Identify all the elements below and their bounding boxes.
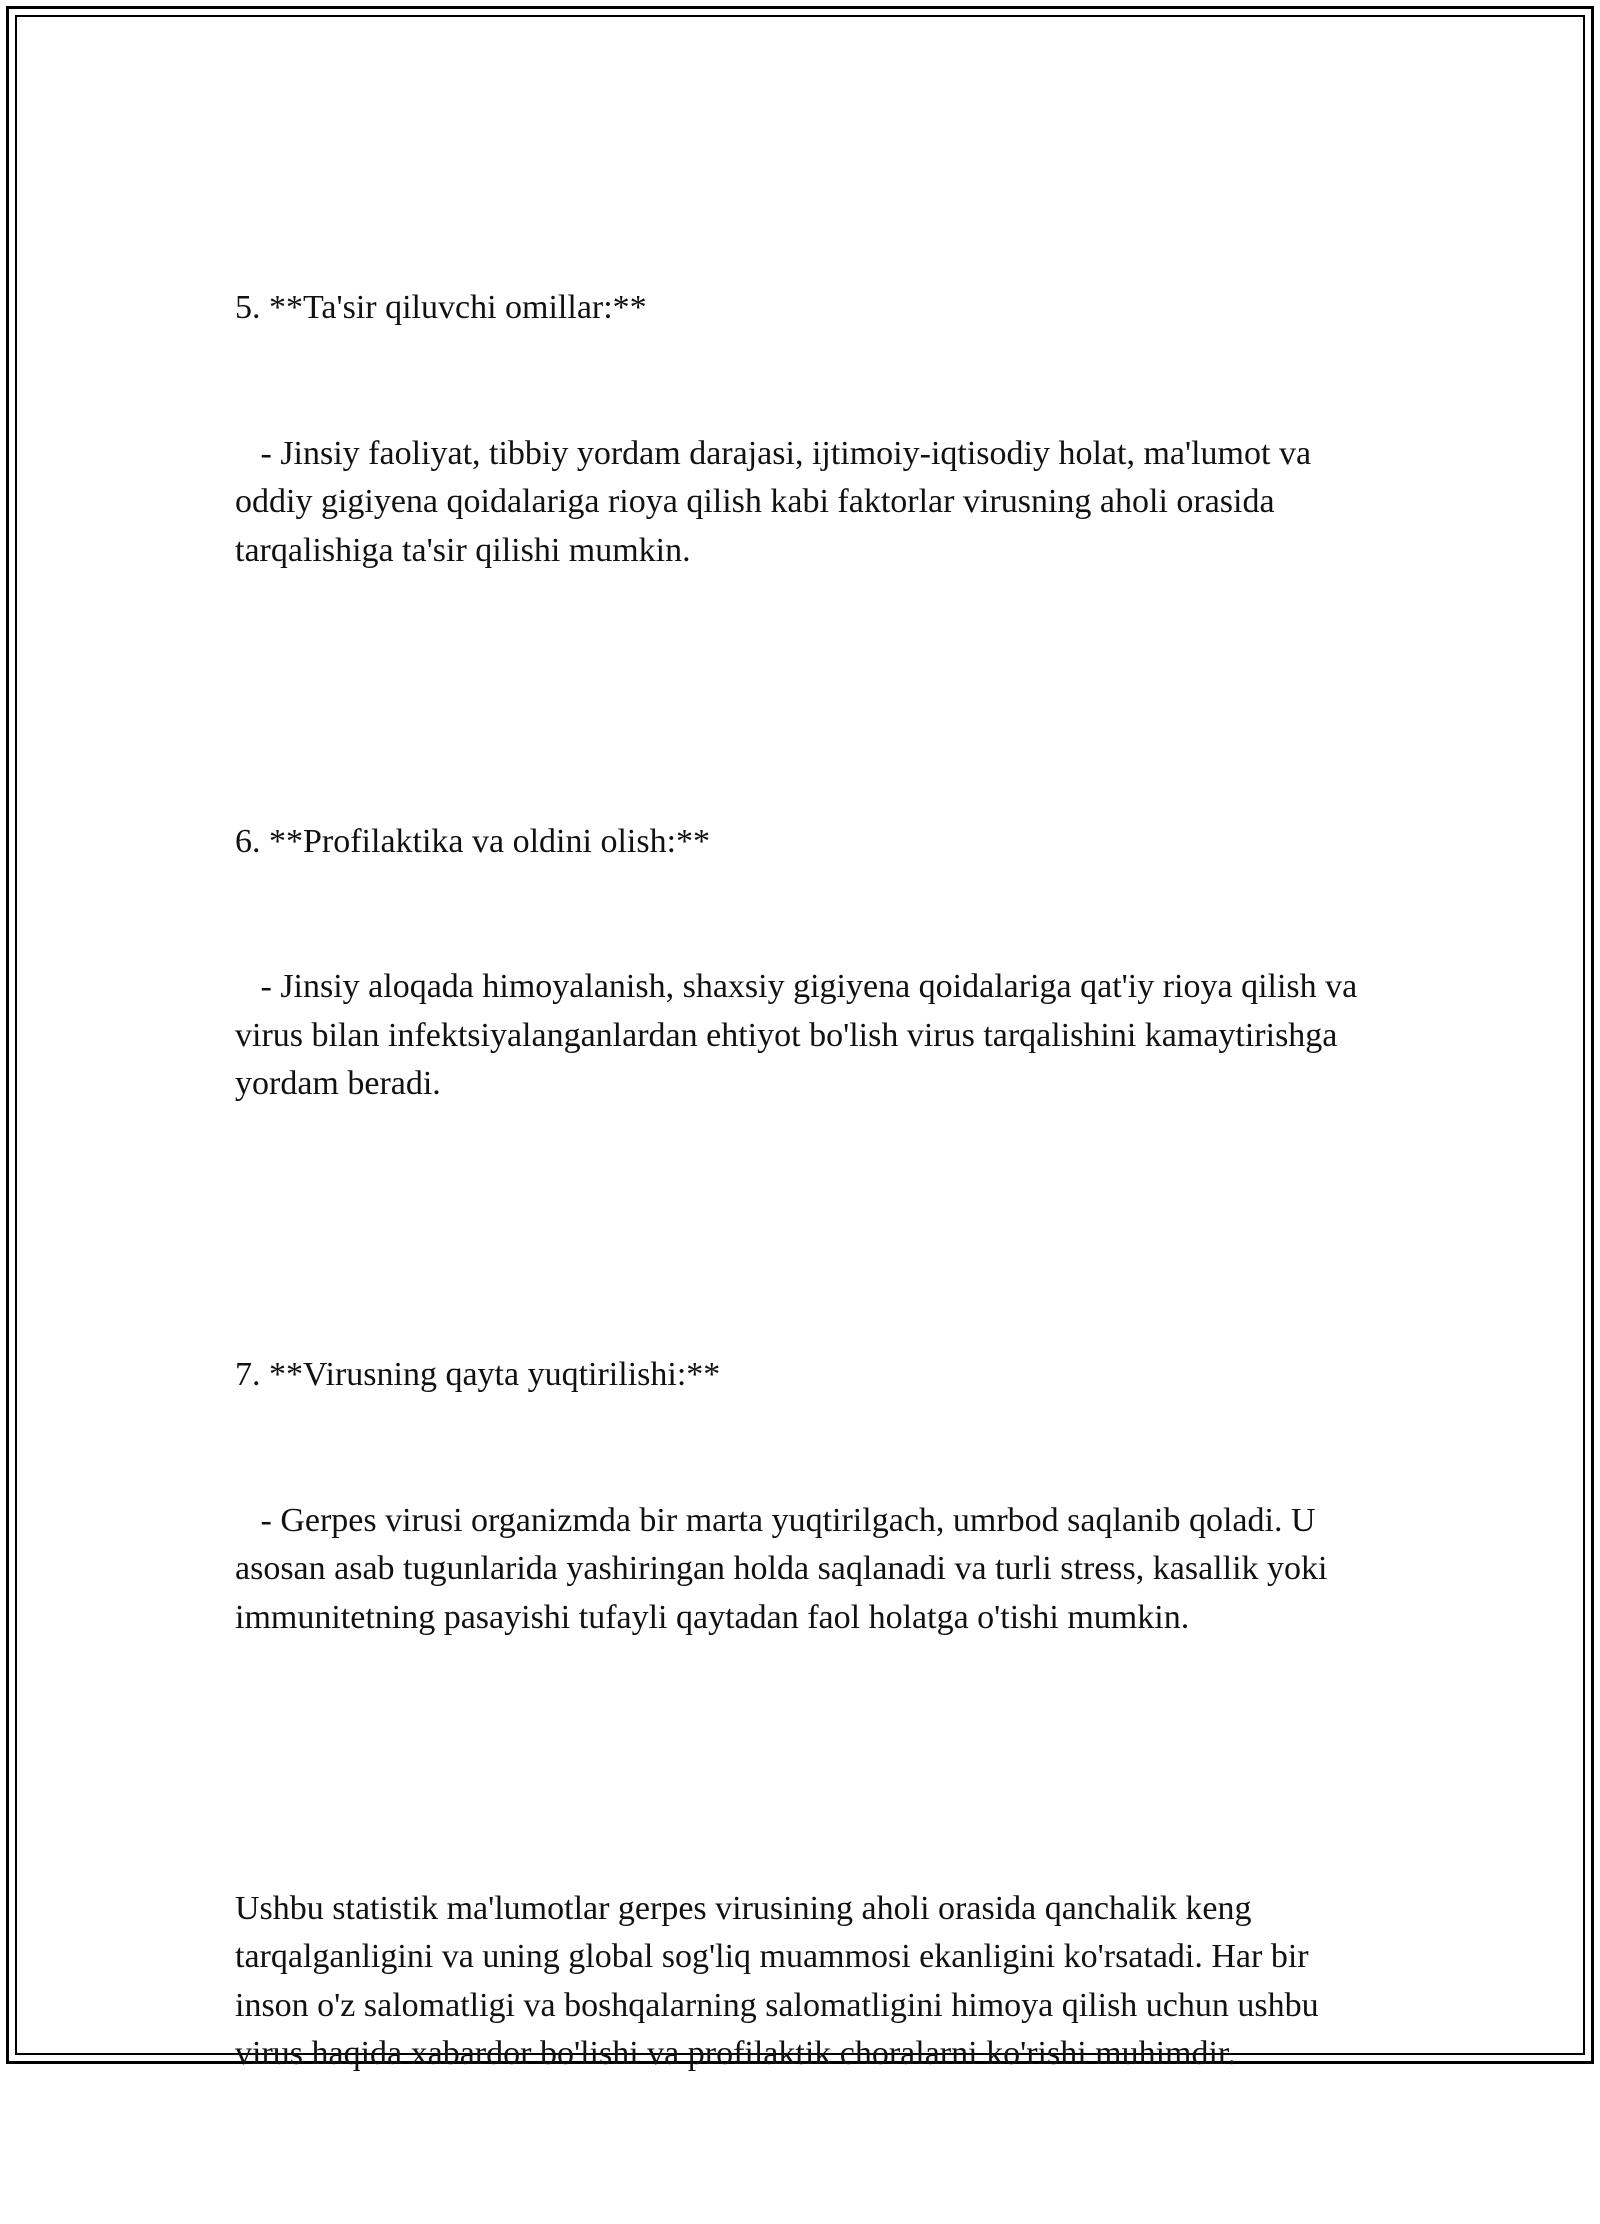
section-text: - Gerpes virusi organizmda bir marta yuqtirilgach, umrbod saqlanib qoladi. U asosan asab tugunlarida yashiringan holda saqlanadi va turli stress, kasallik yoki immunitetning pasayishi tufayli qaytadan faol holatga o'tishi mumkin.: [235, 1501, 1336, 1636]
section-5: [235, 187, 1375, 672]
document-body: [235, 187, 1375, 2224]
section-heading: 6. **Profilaktika va oldini olish:**: [235, 822, 711, 860]
section-6: [235, 721, 1375, 1206]
conclusion-text: Ushbu statistik ma'lumotlar gerpes virusining aholi orasida qanchalik keng tarqalganligini va uning global sog'liq muammosi ekanligini ko'rsatadi. Har bir inson o'z salomatligi va boshqalarning salomatligini himoya qilish uchun ushbu virus haqida xabardor bo'lishi va profilaktik choralarni ko'rishi muhimdir.: [235, 1889, 1328, 2072]
section-heading: 5. **Ta'sir qiluvchi omillar:**: [235, 289, 647, 326]
section-heading: 7. **Virusning qayta yuqtirilishi:**: [235, 1356, 721, 1393]
section-7: [235, 1254, 1375, 1739]
conclusion-paragraph: [235, 1788, 1375, 2176]
section-text: - Jinsiy aloqada himoyalanish, shaxsiy gigiyena qoidalariga qat'iy rioya qilish va virus bilan infektsiyalanganlardan ehtiyot bo'lish virus tarqalishini kamaytirishga yordam beradi.: [235, 968, 1366, 1102]
section-text: - Jinsiy faoliyat, tibbiy yordam darajasi, ijtimoiy-iqtisodiy holat, ma'lumot va oddiy gigiyena qoidalariga rioya qilish kabi faktorlar virusning aholi orasida tarqalishiga ta'sir qilishi mumkin.: [235, 434, 1320, 569]
